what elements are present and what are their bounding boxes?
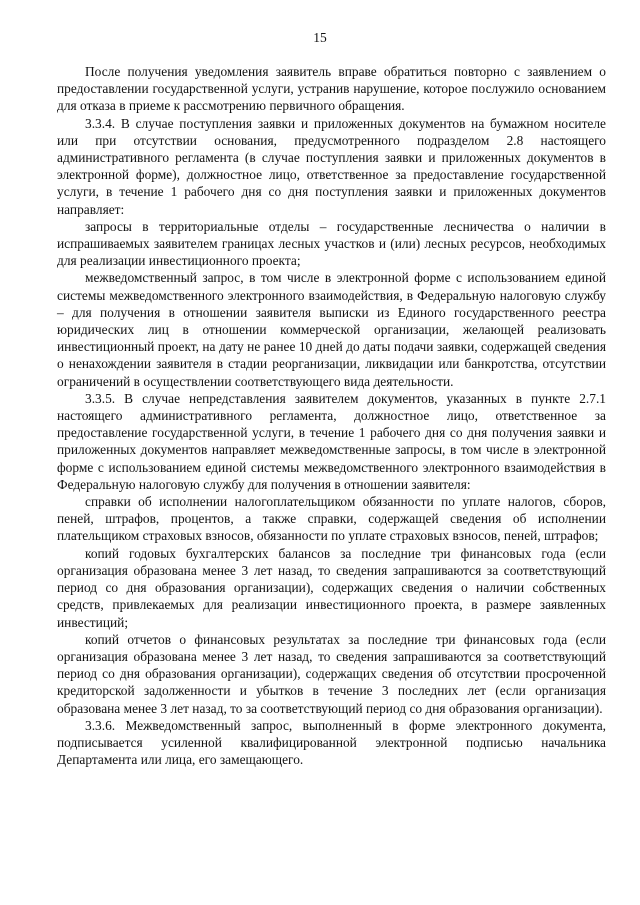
document-body bbox=[57, 63, 606, 768]
paragraph-balance-sheets: копий годовых бухгалтерских балансов за последние три финансовых года (если организация образована менее 3 лет назад, то сведения запрашиваются за соответствующий период со дня образования организации), содержащих сведения о наличии собственных средств, привлекаемых для реализации инвестиционного проекта, в размере заявленных инвестиций; bbox=[57, 545, 606, 630]
paragraph-forestry-requests: запросы в территориальные отделы – государственные лесничества о наличии в испрашиваемых заявителем границах лесных участков и (или) лесных ресурсов, необходимых для реализации инвестиционного проекта; bbox=[57, 218, 606, 269]
paragraph-financial-reports: копий отчетов о финансовых результатах за последние три финансовых года (если организация образована менее 3 лет назад, то сведения запрашиваются за соответствующий период со дня образования организации), содержащих сведения об отсутствии просроченной кредиторской задолженности и убытков в течение 3 последних лет (если организация образована менее 3 лет назад, то за соответствующий период со дня образования организации). bbox=[57, 631, 606, 716]
paragraph-repeat-application: После получения уведомления заявитель вправе обратиться повторно с заявлением о предоставлении государственной услуги, устранив нарушение, которое послужило основанием для отказа в приеме к рассмотрению первичного обращения. bbox=[57, 64, 606, 114]
paragraph-interagency-request-egrul: межведомственный запрос, в том числе в электронной форме с использованием единой системы межведомственного электронного взаимодействия, в Федеральную налоговую службу – для получения в отношении заявителя выписки из Единого государственного реестра юридических лиц в отношении коммерческой организации, желающей реализовать инвестиционный проект, на дату не ранее 10 дней до даты подачи заявки, содержащей сведения о ненахождении заявителя в стадии реорганизации, ликвидации или банкротства, отсутствии ограничений в осуществлении соответствующего вида деятельности. bbox=[57, 270, 606, 389]
page-number: 15 bbox=[313, 30, 327, 45]
paragraph-tax-certificates: справки об исполнении налогоплательщиком обязанности по уплате налогов, сборов, пеней, штрафов, процентов, а также справки, содержащей сведения об исполнении плательщиком страховых взносов, обязанности по уплате страховых взносов, пеней, штрафов; bbox=[57, 494, 606, 544]
paragraph-3-3-6: 3.3.6. Межведомственный запрос, выполненный в форме электронного документа, подписывается усиленной квалифицированной электронной подписью начальника Департамента или лица, его замещающего. bbox=[57, 717, 606, 768]
paragraph-3-3-5: 3.3.5. В случае непредставления заявителем документов, указанных в пункте 2.7.1 настоящего административного регламента, должностное лицо, ответственное за предоставление государственной услуги, в течение 1 рабочего дня со дня получения заявки и приложенных документов направляет межведомственные запросы, в том числе в электронной форме с использованием единой системы межведомственного электронного взаимодействия в Федеральную налоговую службу для получения в отношении заявителя: bbox=[57, 390, 606, 492]
paragraph-3-3-4: 3.3.4. В случае поступления заявки и приложенных документов на бумажном носителе или при отсутствии основания, предусмотренного подразделом 2.8 настоящего административного регламента (в случае поступления заявки и приложенных документов в электронной форме), должностное лицо, ответственное за предоставление государственной услуги, в течение 1 рабочего дня со дня поступления заявки и приложенных документов направляет: bbox=[57, 115, 606, 217]
